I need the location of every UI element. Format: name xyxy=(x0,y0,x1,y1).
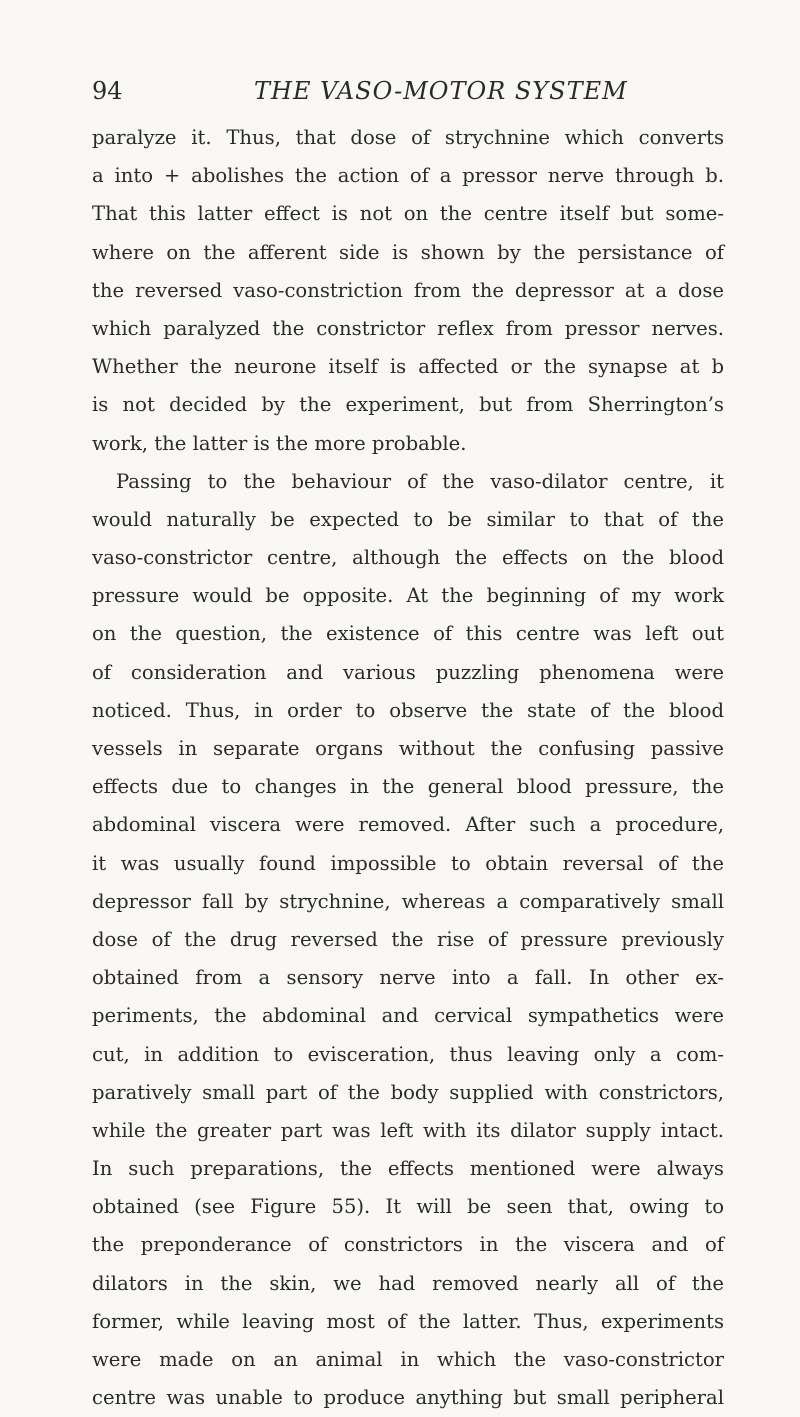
text-line: of consideration and various puzzling phenomena were xyxy=(92,660,724,684)
running-title: THE VASO-MOTOR SYSTEM xyxy=(254,77,628,105)
text-line: which paralyzed the constrictor reflex from pressor nerves. xyxy=(92,316,724,340)
text-line: a into + abolishes the action of a pressor nerve through b. xyxy=(92,164,724,188)
text-line: Whether the neurone itself is affected or the synapse at b xyxy=(92,355,724,379)
text-line: periments, the abdominal and cervical sympathetics were xyxy=(92,1004,724,1028)
text-line: obtained from a sensory nerve into a fall. In other ex- xyxy=(92,966,724,990)
text-line: the reversed vaso-constriction from the depressor at a dose xyxy=(92,278,724,302)
text-line: vessels in separate organs without the confusing passive xyxy=(92,737,724,760)
text-line: depressor fall by strychnine, whereas a comparatively small xyxy=(92,889,724,913)
text-line: dose of the drug reversed the rise of pressure previously xyxy=(92,927,724,951)
text-line: it was usually found impossible to obtain reversal of the xyxy=(92,851,724,875)
text-line: pressure would be opposite. At the beginning of my work xyxy=(92,584,724,608)
text-line: In such preparations, the effects mentioned were always xyxy=(92,1157,724,1181)
text-line: while the greater part was left with its dilator supply intact. xyxy=(92,1118,724,1142)
page-number: 94 xyxy=(92,77,123,105)
text-line: were made on an animal in which the vaso-constrictor xyxy=(92,1348,724,1371)
text-line: on the question, the existence of this centre was left out xyxy=(92,622,724,646)
text-line: paralyze it. Thus, that dose of strychnine which converts xyxy=(92,126,724,149)
text-line: effects due to changes in the general blood pressure, the xyxy=(92,775,724,799)
text-line: vaso-constrictor centre, although the effects on the blood xyxy=(92,546,724,570)
text-line: is not decided by the experiment, but from Sherrington’s xyxy=(92,393,724,417)
text-line: centre was unable to produce anything but small peripheral xyxy=(92,1386,724,1410)
body-text xyxy=(92,119,724,1417)
text-line: where on the afferent side is shown by the persistance of xyxy=(92,240,724,264)
text-line: the preponderance of constrictors in the viscera and of xyxy=(92,1233,724,1257)
text-line: paratively small part of the body supplied with constrictors, xyxy=(92,1080,724,1104)
text-line: noticed. Thus, in order to observe the state of the blood xyxy=(92,698,724,722)
text-line: dilators in the skin, we had removed nearly all of the xyxy=(92,1271,724,1295)
text-line: would naturally be expected to be similar to that of the xyxy=(92,507,724,531)
text-line: cut, in addition to evisceration, thus leaving only a com- xyxy=(92,1042,724,1066)
page-header xyxy=(92,76,712,116)
text-line: former, while leaving most of the latter. Thus, experiments xyxy=(92,1309,724,1333)
text-line: Passing to the behaviour of the vaso-dilator centre, it xyxy=(116,469,724,493)
text-line: abdominal viscera were removed. After such a procedure, xyxy=(92,813,724,837)
text-line: work, the latter is the more probable. xyxy=(92,431,467,455)
text-line: That this latter effect is not on the centre itself but some- xyxy=(92,202,724,226)
text-line: obtained (see Figure 55). It will be seen that, owing to xyxy=(92,1195,724,1219)
